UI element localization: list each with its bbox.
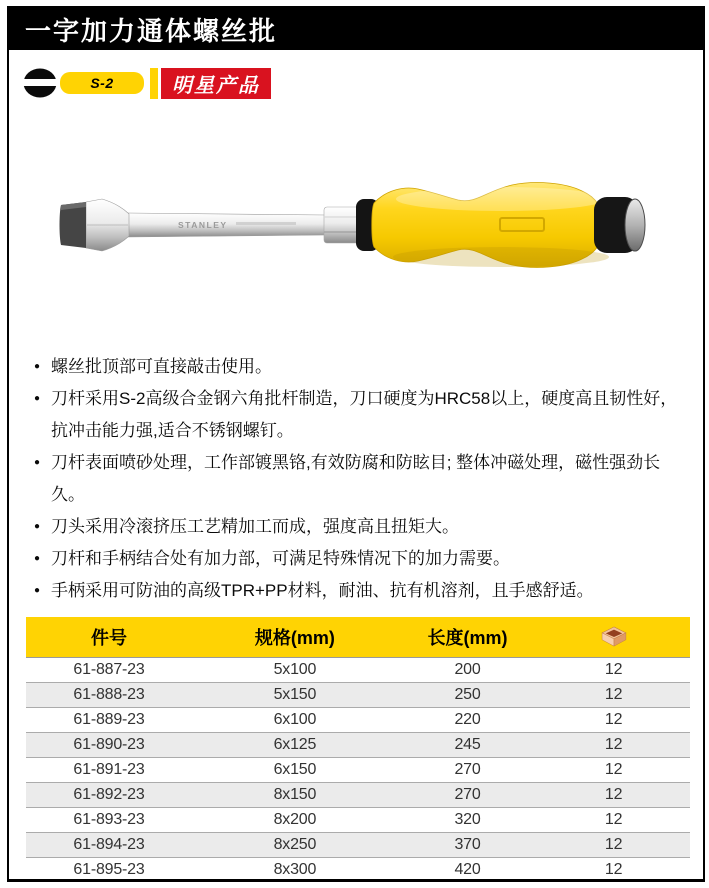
screwdriver-image bbox=[56, 163, 656, 303]
steel-grade-label: S-2 bbox=[90, 75, 114, 91]
pack-qty-cell: 12 bbox=[537, 733, 690, 758]
spec-cell: 5x100 bbox=[192, 658, 398, 683]
star-badge-label: 明星产品 bbox=[172, 74, 260, 97]
length-cell: 370 bbox=[398, 833, 537, 858]
pack-qty-cell: 12 bbox=[537, 658, 690, 683]
part-number-cell: 61-888-23 bbox=[26, 683, 192, 708]
length-cell: 245 bbox=[398, 733, 537, 758]
part-number-cell: 61-893-23 bbox=[26, 808, 192, 833]
spec-table-body bbox=[26, 658, 690, 883]
part-number-cell: 61-892-23 bbox=[26, 783, 192, 808]
star-badge-label-box bbox=[161, 68, 271, 99]
spec-table-header-row bbox=[26, 617, 690, 658]
part-number-cell: 61-887-23 bbox=[26, 658, 192, 683]
pack-qty-cell: 12 bbox=[537, 758, 690, 783]
spec-table bbox=[26, 617, 690, 882]
length-cell: 320 bbox=[398, 808, 537, 833]
length-cell: 200 bbox=[398, 658, 537, 683]
star-badge-accent bbox=[150, 68, 158, 99]
title-bar bbox=[9, 8, 703, 50]
table-row bbox=[26, 708, 690, 733]
spec-cell: 8x200 bbox=[192, 808, 398, 833]
feature-item: ● 刀杆采用S-2高级合金钢六角批杆制造，刀口硬度为HRC58以上，硬度高且韧性好，抗冲击能力强,适合不锈钢螺钉。 bbox=[34, 383, 687, 447]
pack-qty-cell: 12 bbox=[537, 858, 690, 883]
table-row bbox=[26, 858, 690, 883]
feature-item: ● 刀杆表面喷砂处理，工作部镀黑铬,有效防腐和防眩目; 整体冲磁处理，磁性强劲长久。 bbox=[34, 447, 687, 511]
part-number-cell: 61-895-23 bbox=[26, 858, 192, 883]
part-number-cell: 61-894-23 bbox=[26, 833, 192, 858]
length-cell: 220 bbox=[398, 708, 537, 733]
page-title: 一字加力通体螺丝批 bbox=[25, 15, 278, 46]
table-row bbox=[26, 833, 690, 858]
spec-cell: 6x125 bbox=[192, 733, 398, 758]
table-row bbox=[26, 658, 690, 683]
pack-qty-cell: 12 bbox=[537, 808, 690, 833]
pack-qty-cell: 12 bbox=[537, 833, 690, 858]
page-frame bbox=[7, 6, 705, 882]
length-cell: 420 bbox=[398, 858, 537, 883]
feature-item: ● 螺丝批顶部可直接敲击使用。 bbox=[34, 351, 687, 383]
pack-qty-cell: 12 bbox=[537, 683, 690, 708]
length-cell: 250 bbox=[398, 683, 537, 708]
steel-grade-badge bbox=[60, 72, 144, 94]
spec-cell: 8x300 bbox=[192, 858, 398, 883]
part-number-cell: 61-891-23 bbox=[26, 758, 192, 783]
star-product-badge bbox=[150, 68, 271, 99]
feature-item: ● 刀杆和手柄结合处有加力部，可满足特殊情况下的加力需要。 bbox=[34, 543, 687, 575]
feature-item: ● 手柄采用可防油的高级TPR+PP材料，耐油、抗有机溶剂，且手感舒适。 bbox=[34, 575, 687, 607]
table-row bbox=[26, 808, 690, 833]
length-cell: 270 bbox=[398, 758, 537, 783]
table-row bbox=[26, 683, 690, 708]
feature-item: ● 刀头采用冷滚挤压工艺精加工而成，强度高且扭矩大。 bbox=[34, 511, 687, 543]
pack-qty-cell: 12 bbox=[537, 708, 690, 733]
shaft-brand-text: STANLEY bbox=[178, 220, 228, 230]
spec-cell: 6x100 bbox=[192, 708, 398, 733]
header-pack-qty bbox=[537, 617, 690, 658]
part-number-cell: 61-890-23 bbox=[26, 733, 192, 758]
spec-cell: 8x150 bbox=[192, 783, 398, 808]
slotted-tip-icon bbox=[23, 68, 57, 98]
spec-cell: 8x250 bbox=[192, 833, 398, 858]
feature-list bbox=[9, 351, 703, 607]
table-row bbox=[26, 758, 690, 783]
header-spec: 规格(mm) bbox=[192, 617, 398, 658]
table-row bbox=[26, 783, 690, 808]
badge-row bbox=[23, 67, 703, 99]
product-figure bbox=[9, 163, 703, 303]
header-length: 长度(mm) bbox=[398, 617, 537, 658]
spec-cell: 6x150 bbox=[192, 758, 398, 783]
carton-box-icon bbox=[600, 626, 628, 648]
spec-cell: 5x150 bbox=[192, 683, 398, 708]
header-part-number: 件号 bbox=[26, 617, 192, 658]
table-row bbox=[26, 733, 690, 758]
part-number-cell: 61-889-23 bbox=[26, 708, 192, 733]
pack-qty-cell: 12 bbox=[537, 783, 690, 808]
length-cell: 270 bbox=[398, 783, 537, 808]
